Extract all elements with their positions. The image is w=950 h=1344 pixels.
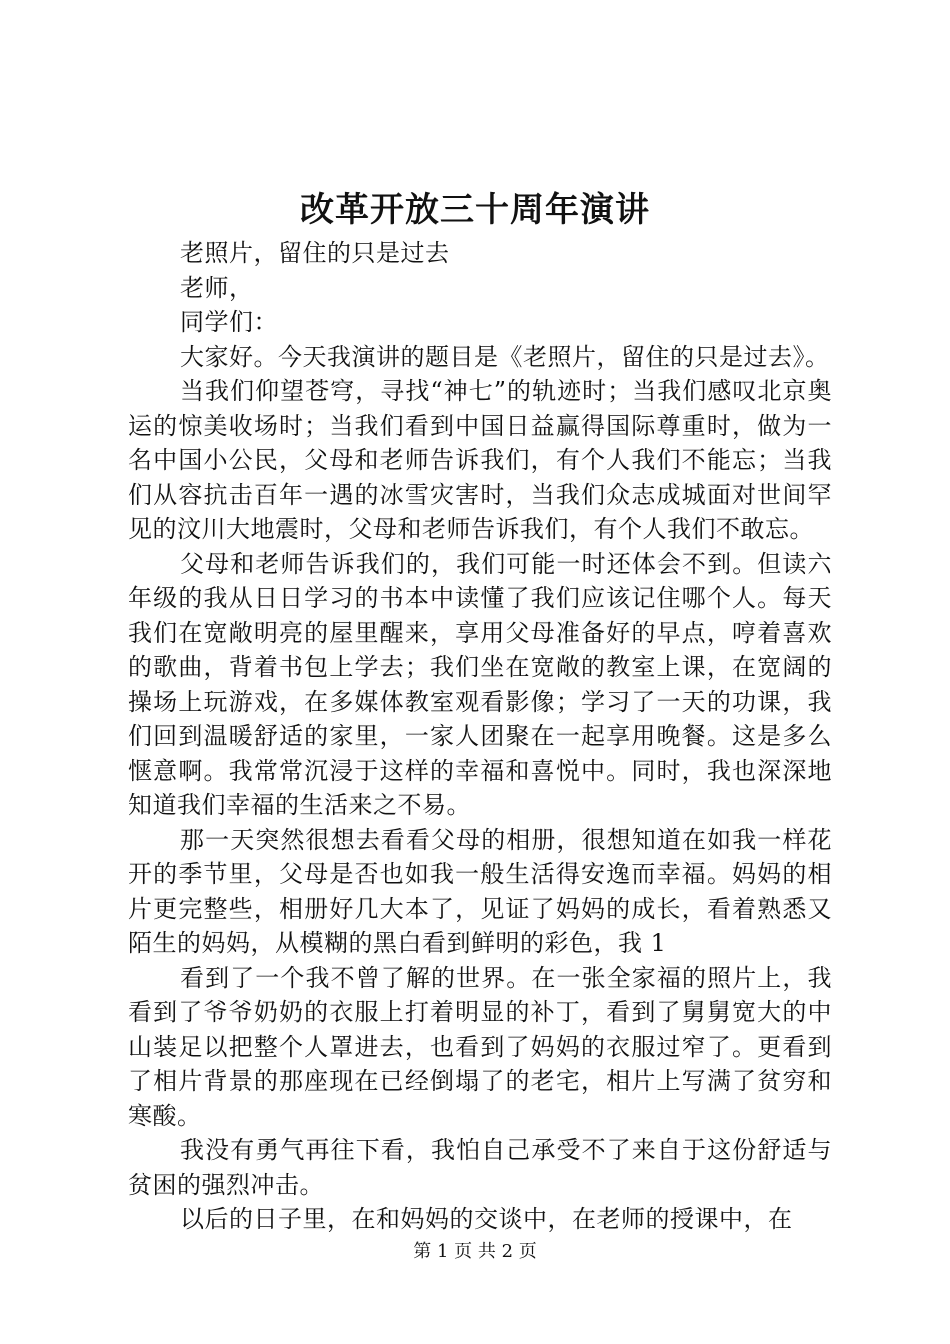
greeting-teachers: 老师， <box>180 273 254 302</box>
paragraph: 看到了一个我不曾了解的世界。在一张全家福的照片上，我看到了爷爷奶奶的衣服上打着明显的补丁，看到了舅舅宽大的中山装足以把整个人罩进去，也看到了妈妈的衣服过窄了。更看到了相片背景的那座现在已经倒塌了的老宅，相片上写满了贫穷和寒酸。 <box>128 963 832 1130</box>
page-footer: 第 1 页 共 2 页 <box>413 1241 537 1262</box>
paragraph: 我没有勇气再往下看，我怕自己承受不了来自于这份舒适与贫困的强烈冲击。 <box>128 1136 832 1199</box>
greeting-students: 同学们： <box>180 308 278 336</box>
paragraph: 当我们仰望苍穹，寻找“神七”的轨迹时；当我们感叹北京奥运的惊美收场时；当我们看到中国日益赢得国际尊重时，做为一名中国小公民，父母和老师告诉我们，有个人我们不能忘；当我们从容抗击百年一遇的冰雪灾害时，当我们众志成城面对世间罕见的汶川大地震时，父母和老师告诉我们，有个人我们不敢忘。 <box>128 377 832 543</box>
paragraph: 以后的日子里，在和妈妈的交谈中，在老师的授课中，在 <box>180 1205 793 1233</box>
document-title: 改革开放三十周年演讲 <box>300 190 650 230</box>
paragraph: 那一天突然很想去看看父母的相册，很想知道在如我一样花开的季节里，父母是否也如我一般生活得安逸而幸福。妈妈的相片更完整些，相册好几大本了，见证了妈妈的成长，看着熟悉又陌生的妈妈，从模糊的黑白看到鲜明的彩色，我 1 <box>128 825 832 957</box>
subtitle-line: 老照片，留住的只是过去 <box>180 239 450 267</box>
paragraph: 父母和老师告诉我们的，我们可能一时还体会不到。但读六年级的我从日日学习的书本中读懂了我们应该记住哪个人。每天我们在宽敞明亮的屋里醒来，享用父母准备好的早点，哼着喜欢的歌曲，背着书包上学去；我们坐在宽敞的教室上课，在宽阔的操场上玩游戏，在多媒体教室观看影像；学习了一天的功课，我们回到温暖舒适的家里，一家人团聚在一起享用晚餐。这是多么惬意啊。我常常沉浸于这样的幸福和喜悦中。同时，我也深深地知道我们幸福的生活来之不易。 <box>128 549 832 819</box>
document-body <box>128 236 832 1237</box>
paragraph: 大家好。今天我演讲的题目是《老照片，留住的只是过去》。 <box>180 342 830 371</box>
